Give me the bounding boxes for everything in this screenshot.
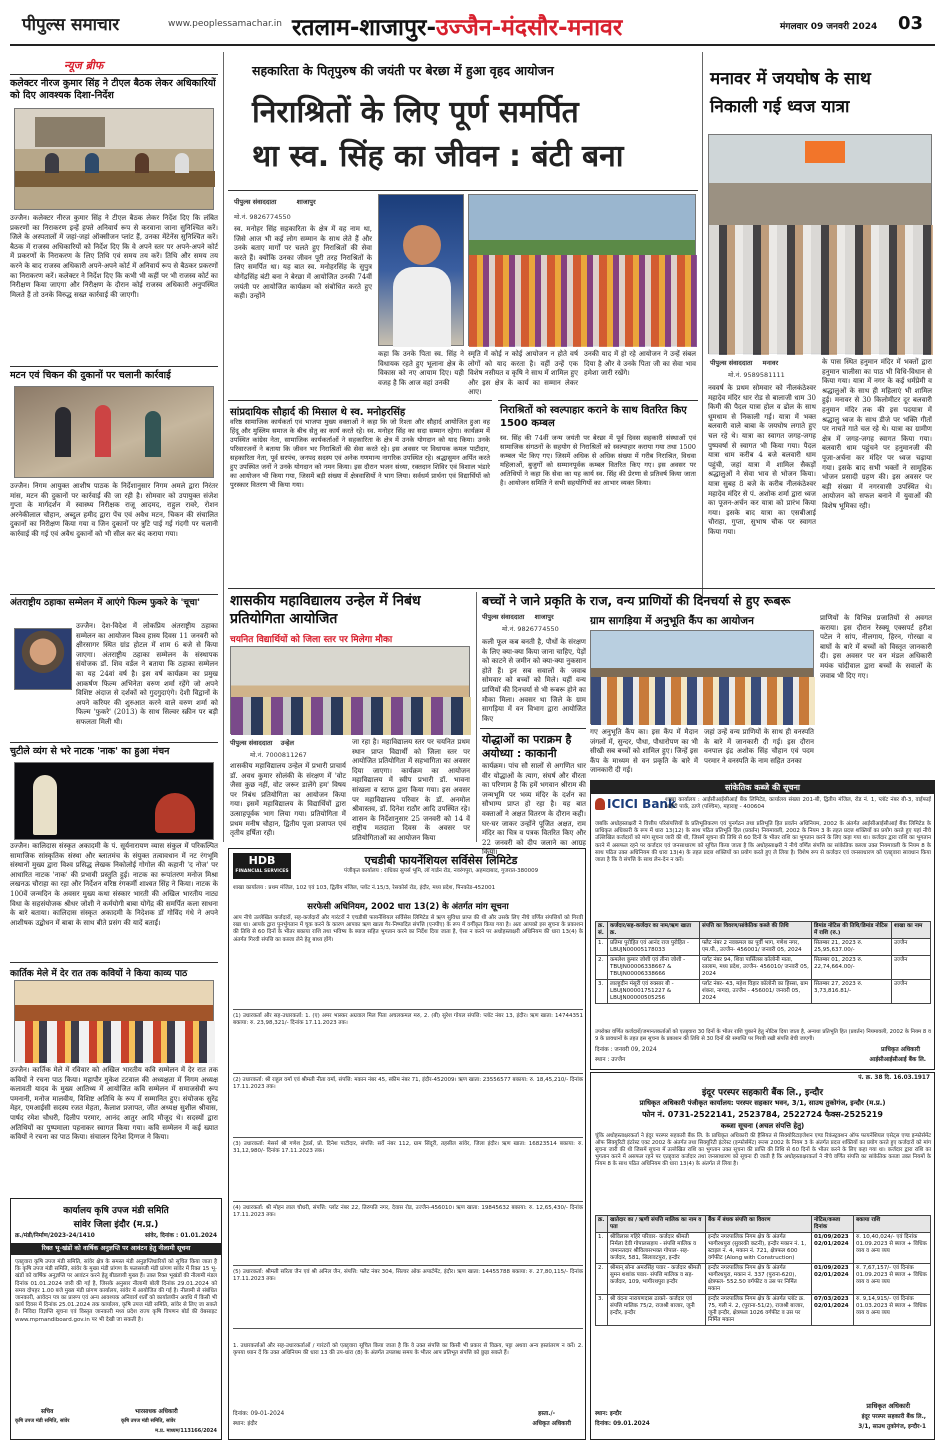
college-mobile: मो.नं. 7000811267 — [250, 751, 307, 759]
mandi-code: म.प्र. माध्यम/113166/2024 — [155, 1428, 217, 1434]
kids-camp-photo — [590, 630, 814, 724]
table-row: 3. लाल्हुदीन मंसूरी एवं रुक्सार बी - LBUJN00001751227 & LBUJN00000505256 प्लॉट नंबर- 43, महेश विहार कॉलोनी का हिस्सा, ग्राम शंकरा, नागदा, उज्जैन - 456001/ जनवरी 05, 2024 सितम्बर 27, 2023 रु. 3,73,816.81/- उज्जैन — [596, 980, 931, 1004]
college-story — [228, 590, 472, 845]
lead-byline: पीपुल्स संवाददाता शाजापुर — [234, 198, 316, 206]
blankets-headline: निराश्रितों को स्वल्पाहार कराने के साथ वितरित किए 1500 कम्बल — [500, 405, 687, 429]
icici-date: दिनांक : जनवरी 09, 2024 — [595, 1047, 657, 1053]
brief-2-headline: मटन एवं चिकन की दुकानों पर चलानी कार्रवाई — [10, 370, 171, 381]
manawar-headline-2: निकाली गई ध्वज यात्रा — [710, 97, 850, 117]
table-row: 2. श्रीमान् सोना अमरसिंह पवार - कर्जदार श्रीमती सुमन शशांक पवार- संपत्ति मालिक व सह-कर्जदार, 109, भागीरथपुरा इन्दौर इन्दौर नगरपालिक निगम क्षेत्र के अंतर्गत भागीरथपुरा, मकान नं. 337 (पुराना-620), क्षेत्रफल- 552.50 वर्गफीट व उस पर निर्मित मकान 01/09/2023 02/01/2024 रु. 7,67,157/- एवं दिनांक 01.09.2023 से ब्याज + विधिक व्यय व अन्य व्यय — [596, 1264, 931, 1295]
page-number: 03 — [898, 13, 924, 34]
title-black: रतलाम-शाजापुर- — [292, 15, 437, 41]
icici-logo-icon — [595, 798, 605, 810]
manawar-col2: के पास स्थित हनुमान मंदिर में भक्तों द्वारा हनुमान चालीसा का पाठ भी विधि-विधान से किया गया। यात्रा में नगर के कई धर्मप्रेमी व श्रद्धालुओं के साथ ही महिलाएं भी शामिल हुई। मनावर से 30 किलोमीटर दूर बलवारी हनुमान मंदिर तक की इस पदयात्रा में श्रद्धालु ध्वज के साथ डीजे पर भक्ति गीतों पर नाचते गाते चल रहे थे। यात्रा का ग्रामीण क्षेत्र में जगह-जगह स्वागत किया गया। बलवारी धाम पहुंचने पर हनुमानजी की पूजा-अर्चना कर मंदिर पर ध्वज चढ़ाया गया। इसके बाद सभी भक्तों ने सामूहिक भोजन प्रसादी ग्रहण की। इस अवसर पर बड़ी संख्या में नगरवासी उपस्थित थे। आयोजन को सफल बनाने में युवाओं की विशेष भूमिका रही। — [822, 358, 932, 510]
hdb-logo: HDB FINANCIAL SERVICES — [233, 853, 291, 879]
kids-mobile: मो.नं. 9826774550 — [502, 625, 559, 633]
manawar-story — [706, 52, 935, 597]
hdb-title: एचडीबी फायनेंशियल सर्विसेस लिमिटेड — [364, 854, 518, 867]
temple-headline-1: योद्धाओं का पराक्रम है — [482, 733, 572, 746]
brief-5-headline: कार्तिक मेले में देर रात तक कवियों ने किया काव्य पाठ — [10, 969, 188, 979]
brief-label: न्यूज ब्रीफ — [64, 59, 104, 72]
temple-headline-2: अयोध्या : काकानी — [482, 747, 557, 760]
table-row: 2. कमलेश कुमार जोशी एवं तीना जोशी - TBUJN00006338667 & TBUJN00006338666 प्लॉट नंबर 94, शिवा पार्सिलस कॉलोनी माता, रतलाम, मध्य प्रदेश, उज्जैन- 456010/ जनवरी 05, 2024 सितम्बर 01, 2023 रु. 22,74,664.00/- उज्जैन — [596, 956, 931, 980]
coop-bank-name: इंदूर परस्पर सहकारी बैंक लि., इन्दौर — [701, 1088, 824, 1098]
table-row: 1. श्रीविलास गहिरे परिवार- कर्जदार श्रीमती निर्मला देवी गोपालसहाय - संपत्ति मालिक व जमानतदार श्रीविलासभक्त गोपाल- सह-कर्जदार, 581, सिलावटपुरा, इन्दौर इन्दौर नगरपालिक निगम क्षेत्र के अंतर्गत भागीरथपुरा (सुवरकी कटनी), इन्दौर मकान नं. 1, स्टाइल नं. 4, मकान नं. 721, क्षेत्रफल 600 वर्गफीट (Along with Construction) 01/09/2023 02/01/2024 रु. 10,40,024/- एवं दिनांक 01.09.2023 से ब्याज + विधिक व्यय व अन्य व्यय — [596, 1233, 931, 1264]
page-section-title — [292, 10, 622, 42]
coop-sign-1: प्राधिकृत अधिकारी — [866, 1402, 910, 1410]
mandi-text: एतद्द्वारा कृषि उपज मंडी समिति, सांवेर क्षेत्र के समस्त मंडी अनुज्ञप्तिधारियों को सूचित किया जाता है कि कृषि उपज मंडी समिति, सांवेर के मुख्य मंडी प्रांगण के फलसब्जी मंडी प्रांगण सांवेर में रिक्त 15 भू-खंडों को वार्षिक अनुज्ञप्ति पर आवंटन करने हेतु बीडलायी मुख्य हैं। उक्त रिक्त भूखंडों की नीलामी मंडल दिनांक 01.01.2024 जारी की गई है, जिसके अनुसार नीलामी बोली दिनांक 29.01.2024 को समय दोपहर 1.00 बजे मुख्य मंडी प्रांगण कार्यालय, सांवेर में आयोजित की गई है। नीलामी से संबंधित जानकारी, आवेदन पत्र का प्रारूप एवं अन्य आवश्यक अनिवार्य शर्तों को कार्यालयीन अवधि में किसी भी कार्य दिवस में दिनांक 25.01.2024 तक कार्यालय, कृषि उपज मंडी समिति, सांवेर से लिए जा सकते हैं। निविदा विज्ञप्ति सूचना एवं विस्तृत जानकारी मध्य प्रदेश राज्य कृषि विपणन बोर्ड की वेबसाइट www.mpmandiboard.gov.in पर भी देखी जा सकती है। — [15, 1259, 217, 1323]
brief-3-headline: अंतराष्ट्रीय ठहाका सम्मेलन में आएंगे फिल्म फुकरे के 'चूचा' — [10, 598, 200, 608]
brief-4-text: उज्जैन। कालिदास संस्कृत अकादमी के पं. सूर्यनारायण व्यास संकुल में परिकल्पित सामाजिक सांस्कृतिक संस्था और ब्लातमंच के संयुक्त तत्वावधान में नट रंगभूमि संस्थानों मुख्य द्वारा विश्व प्रसिद्ध लेखक निकोलोई गोगोल की कहानी 'द नोज' पर आधारित नाटक 'नाक' की प्रभावी प्रस्तुति हुई। नाटक का रूपांतरण मनोज मिश्रा लखनऊ चौराहा का रहा और निर्देशन वरिष्ठ रंगकर्मी शाश्वत सिंह ने किया। नाटक के 100वें जन्मदिन के अवसर मुख्य कथा संस्कार भारती की अखिल भारतीय नाट्य विधा के सहसंयोजक श्रीधर जोशी ने कर्मयोगी बाबा योगेंद्र की समर्पित कला साधना के बारे बताया। कालिदास संस्कृत अकादमी के निदेशक डॉ गोविंद गंधे ने अपने आशीषक उद्बोधन में बाबा के साथ बीते प्रसंग की यादें बताईं। — [10, 842, 218, 927]
poetry-event-photo — [14, 980, 214, 1062]
sub-story-blankets — [498, 400, 698, 585]
icici-table: क्र. सं. कर्जदार/सह-कर्जदार का नाम/ऋण खाता क्र. संपत्ति का विवरण/सांकेतिक कब्जे की तिथि डिमांड नोटिस की तिथि/डिमांड नोटिस में राशि (रु.) शाखा का नाम 1. प्रतिमा पुरोहित एवं आनंद राज पुरोहित - LBUJN00005178033 फ्लैट नंबर 2 नवकमल का पूर्वी भाग, गणेश नगर, एम.पी., उज्जैन- 456001/ जनवरी 05, 2024 सितम्बर 21, 2023 रु. 25,95,637.00/- उज्जैन 2. कमलेश कुमार जोशी एवं तीना जोशी - TBUJN00006338667 & TBUJN00006338666 प्लॉट नंबर 94, शिवा पार्सिलस कॉलोनी माता, रतलाम, मध्य प्रदेश, उज्जैन- 456010/ जनवरी 05, 2024 सितम्बर 01, 2023 रु. 22,74,664.00/- उज्जैन 3. लाल्हुदीन मंसूरी एवं रुक्सार बी - LBUJN00001751227 & LBUJN00000505256 प्लॉट नंबर- 43, महेश विहार कॉलोनी का हिस्सा, ग्राम शंकरा, नागदा, उज्जैन - 456001/ जनवरी 05, 2024 सितम्बर 27, 2023 रु. 3,73,816.81/- उज्जैन — [595, 921, 931, 1004]
poetry-story — [10, 962, 222, 1192]
coop-table: क्र. खातेदार का / ऋणी संपत्ति मालिक का नाम व पता बैंक में बंधक संपत्ति का विवरण नोटिस/कब्जा दिनांक बकाया राशि 1. श्रीविलास गहिरे परिवार- कर्जदार श्रीमती निर्मला देवी गोपालसहाय - संपत्ति मालिक व जमानतदार श्रीविलासभक्त गोपाल- सह-कर्जदार, 581, सिलावटपुरा, इन्दौर इन्दौर नगरपालिक निगम क्षेत्र के अंतर्गत भागीरथपुरा (सुवरकी कटनी), इन्दौर मकान नं. 1, स्टाइल नं. 4, मकान नं. 721, क्षेत्रफल 600 वर्गफीट (Along with Construction) 01/09/2023 02/01/2024 रु. 10,40,024/- एवं दिनांक 01.09.2023 से ब्याज + विधिक व्यय व अन्य व्यय 2. श्रीमान् सोना अमरसिंह पवार - कर्जदार श्रीमती सुमन शशांक पवार- संपत्ति मालिक व सह-कर्जदार, 109, भागीरथपुरा इन्दौर इन्दौर नगरपालिक निगम क्षेत्र के अंतर्गत भागीरथपुरा, मकान नं. 337 (पुराना-620), क्षेत्रफल- 552.50 वर्गफीट व उस पर निर्मित मकान 01/09/2023 02/01/2024 रु. 7,67,157/- एवं दिनांक 01.09.2023 से ब्याज + विधिक व्यय व अन्य व्यय 3. श्री वंदना नारायणदास ठाकरे- कर्जदार एवं संपत्ति मालिक 75/2, राजश्री बाजार, जूनी इन्दौर, इन्दौर इन्दौर नगरपालिक निगम क्षेत्र के अंतर्गत प्लॉट क्र. 75, गली नं. 2, (पुराना-51/2), राजश्री बाजार, जूनी इन्दौर, क्षेत्रफल 1026 वर्गफीट व उस पर निर्मित मकान 07/03/2023 02/01/2024 रु. 9,14,915/- एवं दिनांक 01.03.2023 से ब्याज + विधिक व्यय व अन्य व्यय — [595, 1215, 931, 1326]
meeting-photo — [14, 108, 214, 210]
kids-headline: बच्चों ने जाने प्रकृति के राज, वन्य प्राणियों की दिनचर्या से हुए रूबरू — [482, 593, 791, 608]
coop-sign-2: इंदूर परस्पर सहकारी बैंक लि., — [861, 1414, 926, 1420]
mandi-title-2: सांवेर जिला इंदौर (म.प्र.) — [73, 1220, 159, 1230]
icici-logo: ICICI Bank — [595, 797, 676, 811]
lead-mobile: मो.नं. 9826774550 — [234, 213, 291, 221]
news-brief-column — [10, 52, 218, 842]
hdb-sign-2: अधिकृत अधिकारी — [532, 1421, 571, 1427]
essay-competition-photo — [230, 646, 470, 734]
coop-date: दिनांक: 09.01.2024 — [595, 1421, 650, 1427]
sub-story-harmony — [228, 400, 492, 585]
icici-office: शाखा कार्यालय : आईसीआईसीआई बैंक लिमिटेड, कार्यालय संख्या 201-बी, द्वितीय मंजिल, रोड नं. 1, प्लॉट नंबर बी-3, वाईफाई आईटी पार्क, ठाणे (पश्चिम), महाराष्ट्र - 400604 — [665, 797, 931, 810]
table-row: 3. श्री वंदना नारायणदास ठाकरे- कर्जदार एवं संपत्ति मालिक 75/2, राजश्री बाजार, जूनी इन्दौर, इन्दौर इन्दौर नगरपालिक निगम क्षेत्र के अंतर्गत प्लॉट क्र. 75, गली नं. 2, (पुराना-51/2), राजश्री बाजार, जूनी इन्दौर, क्षेत्रफल 1026 वर्गफीट व उस पर निर्मित मकान 07/03/2023 02/01/2024 रु. 9,14,915/- एवं दिनांक 01.03.2023 से ब्याज + विधिक व्यय व अन्य व्यय — [596, 1295, 931, 1326]
icici-sign: प्राधिकृत अधिकारी — [881, 1047, 920, 1053]
drama-stage-photo — [14, 762, 214, 840]
icici-text: जबकि अधोहस्ताक्षरी ने वित्तीय परिसंपत्तियों के प्रतिभूतिकरण एवं पुनर्गठन तथा प्रतिभूति हित प्रवर्तन अधिनियम, 2002 के अंतर्गत आईसीआईसीआई बैंक लिमिटेड के प्राधिकृत अधिकारी के रूप में धारा 13(12) के साथ पठित प्रतिभूति हित (प्रवर्तन) नियमावली, 2002 के नियम 3 के तहत प्रदत्त शक्तियों का प्रयोग करते हुए यहां नीचे उल्लिखित कर्जदारों को मांग सूचना जारी की थी, जिसमें सूचना की तिथि से 60 दिनों के भीतर राशि का भुगतान करने के लिए कहा गया था। कर्जदार द्वारा राशि का भुगतान करने में असफल रहने पर कर्जदार एवं जनसाधारण को सूचित किया जाता है कि अधोहस्ताक्षरी ने नीचे वर्णित संपत्ति का सांकेतिक कब्जा उक्त नियमावली के नियम 8 के साथ पठित उक्त अधिनियम की धारा 13(4) के तहत प्रदत्त शक्तियों का प्रयोग करते हुए ले लिया है। विशेष रूप से कर्जदार एवं जनसाधारण को एतद्द्वारा सावधान किया जाता है कि वे संपत्ति के साथ लेन-देन न करें। — [595, 821, 931, 864]
procession-photo — [708, 134, 932, 354]
lead-col4: उनकी याद में हो रहे आयोजन ने उन्हें संबल दिया है और वे उनके पिता जी का सेवा भाव हमेशा जारी रखेंगे। — [584, 350, 696, 378]
brief-1-text: उज्जैन। कलेक्टर नीरज कुमार सिंह ने टीएल बैठक लेकर निर्देश दिए कि लंबित प्रकरणों का निराकरण इन्हें हफ्ते अनिवार्य रूप से करवाना जाना सुनिश्चित करें। जिले के अस्पतालों में जहां-जहां ऑक्सीजन प्लांट हैं, उनका मेंटेनेंस सुनिश्चित करें। बैठक में राजस्व अधिकारियों को निर्देश दिए कि वे अपने स्तर पर अपने-अपने कोर्ट में प्रकरणों के निराकरण के लिए तिथि एवं समय तय करें। तिथि और समय तय करने के बाद राजस्व अधिकारी अपने-अपने कोर्ट में अनिवार्य रूप से बैठकर प्रकरणों का निराकरण करें। कलेक्टर ने निर्देश दिए कि कभी भी कहीं पर भी राजस्व कोर्ट का निरीक्षण किया जाएगा और निरीक्षण के दौरान कोई राजस्व अधिकारी अनुपस्थित मिलते हैं तो उनके विरुद्ध सख्त कार्रवाई की जाएगी। — [10, 214, 218, 299]
list-item: (1) उधारकर्ता और सह-उधारकर्ता: 1. (ए) अमर भास्कर अग्रवाल मिल पिता अचलकमल मरु, 2. (बी) सुरेश गोयल संपत्ति: प्लॉट नंबर 13, इंदौर। ऋण खाता: 14744351 बकाया: रु. 23,98,321/- दिनांक 17.11.2023 तक। — [233, 1009, 583, 1073]
crowd-photo — [468, 194, 696, 346]
list-item: (5) उधारकर्ता: श्रीमती सरिता जैन एवं श्री अनिल जैन, संपत्ति: फ्लैट नंबर 304, सिल्वर ओक अपार्टमेंट, इंदौर। ऋण खाता: 14455788 बकाया: रु. 27,80,115/- दिनांक 17.11.2023 तक। — [233, 1265, 583, 1329]
temple-text: कार्यक्रम। पांच सौ सालों से अगणित धार वीर योद्धाओं के त्याग, संघर्ष और वीरता का परिणाम है कि हमें भगवान श्रीराम की जन्मभूमि पर भव्य मंदिर के दर्शन का सौभाग्य प्राप्त हो रहा है। यह बात वक्ताओं ने अक्षत वितरण के दौरान कही। घर-घर जाकर उन्होंने पूजित अक्षत, राम मंदिर का चित्र व पत्रक वितरित किए और 22 जनवरी को दीप जलाने का आग्रह किया। — [482, 762, 586, 857]
college-col1: शासकीय महाविद्यालय उन्हेल में प्रभारी प्राचार्य डॉ. अवध कुमार सोलंकी के संरक्षण में 'वोट जैसा कुछ नहीं, वोट जरूर डालेंगे हम' विषय पर निबंध प्रतियोगिता का आयोजन किया गया। इसमें महाविद्यालय के विद्यार्थियों द्वारा उत्साहपूर्वक भाग लिया गया। प्रतियोगिता में प्रथम मनीष चौहान, द्वितीय पूजा प्रजापत एवं तृतीय हर्षिता रही। — [230, 762, 346, 838]
coop-sub: कब्जा सूचना (अचल संपत्ति हेतु) — [720, 1122, 805, 1130]
hdb-reg: पंजीकृत कार्यालय : राधिका सुपर्स भूमि, लॉ गार्डन रोड, नवरंगपुरा, अहमदाबाद, गुजरात-380009 — [343, 868, 539, 874]
icici-title: सांकेतिक कब्जे की सूचना — [591, 781, 934, 794]
college-headline: शासकीय महाविद्यालय उन्हेल में निबंध प्रतियोगिता आयोजित — [230, 593, 421, 627]
icici-footer: उपरोक्त वर्णित कर्जदारों/जमानतकर्ताओं को एतद्द्वारा 30 दिनों के भीतर राशि चुकाने हेतु नोटिस दिया जाता है, अन्यथा प्रतिभूति हित (प्रवर्तन) नियमावली, 2002 के नियम 8 व 9 के प्रावधानों के तहत इस सूचना के प्रकाशन की तिथि से 30 दिनों की समाप्ति पर गिरवी रखी संपत्ति बेची जाएगी। — [595, 1029, 931, 1042]
brief-5-text: उज्जैन। कार्तिक मेले में रविवार को अखिल भारतीय कवि सम्मेलन में देर रात तक कवियों ने रचना पाठ किया। महापौर मुकेश टटवाल की अध्यक्षता में निगम अध्यक्ष कलावती यादव के मुख्य आतिथ्य में आयोजित कवि सम्मेलन में समाजसेवी रूप पमनानी, मनोज मालवीय, विशिष्ट अतिथि के रूप में सम्मानित हुए। संयोजक सुरेंद्र मेहर, एमआईसी सदस्य रजत मेहता, कैलाश प्रजापत, जीत अध्यक्ष सुशील श्रीवास, पार्षद रमेश चौधरी, दिलीप परमार, आनंद आतुर आदि मौजूद थे। सदस्यों द्वारा अतिथियों का पुष्पमाला पहनाकर स्वागत किया गया। कवि सम्मेलन में कई ख्यात कवियों ने रचना का पाठ किया। संचालन दिनेश दिग्गज ने किया। — [10, 1066, 218, 1142]
harmony-text: वरिष्ठ सामाजिक कार्यकर्ता एवं भाजपा मुख्य वक्ताओं ने कहा कि जो रिश्ता और सौहार्द आयोजित हुआ वह हिंदू और मुस्लिम समाज के बीच सेतु का कार्य करते रहे। स्व. मनोहर सिंह का सदा सम्मान रहेगा। कार्यक्रम में उपस्थित कांग्रेस नेता, सामाजिक कार्यकर्ताओं ने सहकारिता के क्षेत्र में उनके योगदान को याद किया। उनके परिवारजनों ने बताया कि जीवन भर निराश्रितों की सेवा करते रहे। इस अवसर पर विधायक कमल पाटीदार, सहकारिता नेता, पूर्व सरपंच, जनपद सदस्य एवं अनेक गणमान्य नागरिक उपस्थित रहे। श्रद्धासुमन अर्पित करते हुए उपस्थित जनों ने उनके योगदान को नमन किया। इस दौरान भजन संध्या, रक्तदान शिविर एवं विशाल भंडारे का आयोजन भी किया गया, जिसमें बड़ी संख्या में क्षेत्रवासियों ने भाग लिया। सर्वधर्म प्रार्थना एवं विद्यार्थियों को पुरस्कार वितरण भी किया गया। — [230, 418, 490, 489]
hdb-branch: शाखा कार्यालय : प्रथम मंजिल, 102 एवं 103, द्वितीय मंजिल, प्लॉट नं.15/3, रेसकोर्स रोड, इंदौर, मध्य प्रदेश, पिनकोड-452001 — [233, 885, 496, 891]
hdb-act: सरफेसी अधिनियम, 2002 धारा 13(2) के अंतर्गत मांग सूचना — [307, 902, 509, 912]
mandi-sign-1b: कृषि उपज मंडी समिति, सांवेर — [15, 1418, 70, 1424]
hdb-text: आप नीचे उल्लेखित कर्जदारों, सह-कर्जदारों और गारंटरों ने एचडीबी फायनेंशियल सर्विसेस लिमिटेड से ऋण सुविधा प्राप्त की थी और उसके लिए नीचे वर्णित संपत्तियों को गिरवी रखा था। आपके द्वारा पुनर्भुगतान में चूक करने के कारण आपका ऋण खाता गैर-निष्पादित संपत्ति (एनपीए) के रूप में वर्गीकृत किया गया है। अतः आपको इस सूचना के प्रकाशन की तिथि से 60 दिनों के भीतर बकाया राशि तथा भविष्य के ब्याज सहित भुगतान करने का निर्देश दिया जाता है, ऐसा न करने पर अधोहस्ताक्षरी अधिनियम की धारा 13(4) के अंतर्गत गिरवी संपत्ति का कब्जा लेने हेतु बाध्य होंगे। — [233, 915, 583, 943]
coop-reg: पं. क्र. 38 दि. 16.03.1917 — [858, 1075, 930, 1081]
brief-4-headline: चुटीले व्यंग से भरे नाटक 'नाक' का हुआ मंचन — [10, 746, 170, 757]
masthead — [0, 0, 945, 50]
lead-headline-1: निराश्रितों के लिए पूर्ण समर्पित — [252, 95, 579, 130]
website[interactable]: www.peoplessamachar.in — [168, 19, 282, 29]
harmony-headline: सांप्रदायिक सौहार्द की मिसाल थे स्व. मनोहरसिंह — [230, 407, 406, 418]
brief-2-text: उज्जैन। निगम आयुक्त आशीष पाठक के निर्देशानुसार निगम अमले द्वारा निरंतर मांस, मटन की दुकानों पर कार्रवाई की जा रही है। सोमवार को उपायुक्त संजेश गुप्ता के मार्गदर्शन में स्वास्थ्य निरीक्षक राजू आदमद, राहुल रावरे, रोशन अरनेकीलाल चौहान, अब्दुल हमीद द्वारा पेंच एवं अवैध मटन, चिकन की संचालित दुकानों का निरीक्षण किया गया व जिन दुकानों पर त्रुटि पाई गई गंदगी पर चलानी कार्रवाई की गई एवं अवैध दुकानों को भी सील कर बंद कराया गया। — [10, 482, 218, 538]
paper-logo: पीपुल्स समाचार — [22, 15, 120, 35]
manawar-headline-1: मनावर में जयघोष के साथ — [710, 69, 871, 89]
hdb-date: दिनांक: 09-01-2024 — [233, 1411, 285, 1417]
brief-3-text: उज्जैन। देश-विदेश में लोकप्रिय अंतराष्ट्रीय ठहाका सम्मेलन का आयोजन विश्व हास्य दिवस 11 जनवरी को क्षीरसागर स्थित ग्रांड होटल में शाम 6 बजे से किया जाएगा। अंतराष्ट्रीय ठहाका सम्मेलन के संस्थापक संयोजक डॉ. शिव वर्डल ने बताया कि ठहाका सम्मेलन का यह 24वां वर्ष है। इस वर्ष कार्यक्रम का प्रमुख आकर्षण फिल्म अभिनेता वरुण शर्मा रहेंगे जो अपने विशिष्ट अंदाज से दर्शकों को गुदगुदाएंगे। देशी विद्वानों के अपने करियर की शुरुआत करने वाले वरुण शर्मा को फिल्म 'फुकरे' (2013) के साथ सिल्वर स्क्रीन पर बड़ी सफलता मिली थी। — [76, 622, 218, 726]
college-byline: पीपुल्स संवाददाता उन्हेल — [230, 739, 295, 747]
mutton-shop-photo — [14, 386, 214, 478]
kids-deck: ग्राम सागड़िया में अनुभूति कैंप का आयोजन — [590, 615, 754, 627]
brief-1-headline: कलेक्टर नीरज कुमार सिंह ने टीएल बैठक लेकर अधिकारियों को दिए आवश्यक दिशा-निर्देश — [10, 78, 216, 101]
mandi-notice-title: रिक्त भू-खंडों को वार्षिक अनुज्ञप्ति पर आवंटन हेतु नीलामी सूचना — [11, 1243, 221, 1255]
hdb-notice — [228, 848, 586, 1440]
manawar-byline: पीपुल्स संवाददाता मनावर — [710, 359, 779, 367]
mandi-title-1: कार्यालय कृषि उपज मंडी समिति — [63, 1206, 169, 1216]
list-item: (3) उधारकर्ता: मेसर्स श्री गणेश ट्रेडर्स, प्रो. दिनेश पाटीदार, संपत्ति: सर्वे नंबर 112, ग्राम सिंदूरी, तहसील सांवेर, जिला इंदौर। ऋण खाता: 16823514 बकाया: रु. 31,12,980/- दिनांक 17.11.2023 तक। — [233, 1137, 583, 1201]
kids-col2: गए अनुभूति कैंप का। इस कैंप में मैदान जंगलों में, सुन्दर, पौधा, पौधारोपण का भी सीखी सब बच्चों को शामिल हुए। जिन्हें इस कैंप के माध्यम से वन प्रकृति के बारे में जानकारी दी गई। — [590, 728, 698, 775]
mandi-date: सांवेर, दिनांक : 01.01.2024 — [144, 1233, 217, 1239]
mandi-ref: क्र./मंडी/निर्माण/2023-24/1410 — [15, 1233, 95, 1239]
lead-col3: स्मृति में कोई न कोई आयोजन न होते वर्ष लोगों को याद करता है। वहीं उन्हें एक विशेष नसीयत व कृषि ने साथ में शामिल हुए और इस क्षेत्र के कार्य का सम्मान लेकर आए। — [468, 350, 578, 397]
hdb-place: स्थान: इंदौर — [233, 1421, 258, 1427]
speaker-photo — [378, 194, 464, 346]
manawar-col1: नववर्ष के प्रथम सोमवार को नीलकंठेश्वर महादेव मंदिर धार रोड से बालाजी धाम 30 किमी की पैदल यात्रा होल व ढोल के साथ धूमधाम से निकाली गई। यात्रा में भक्त बलवारी वाले बाबा के जयघोष लगाते हुए चल रहे थे। यात्रा का स्वागत जगह-जगह पुष्पवर्षा से स्वागत भी किया गया। पैदल यात्रा धाम करीब 4 बजे बलवारी धाम पहुंची, जहां यात्रा में शामिल सैकड़ों श्रद्धालुओं ने सेवा भाव से भोजन किया। यात्रा सुबह 8 बजे के करीब नीलकंठेश्वर महादेव मंदिर से पं. अशोक शर्मा द्वारा ध्वज का पूजन-अर्चन कर यात्रा को प्रारंभ किया गया। इसके बाद यात्रा का एसबीआई चौराहा, गुप्ता, सुभाष चौक पर स्वागत किया गया। — [708, 384, 816, 536]
coop-text: चूंकि अधोहस्ताक्षरकर्ता ने इंदूर परस्पर सहकारी बैंक लि. के प्राधिकृत अधिकारी की हैसियत से सिक्योरिटाइजेशन एण्ड रिकंस्ट्रक्शन ऑफ फायनेंशियल एसेट्स एण्ड इन्फोर्समेंट ऑफ सिक्यूरिटी इंटरेस्ट एक्ट 2002 के अंतर्गत तथा सिक्यूरिटी इंटरेस्ट (इन्फोर्समेंट) रूल्स 2002 के नियम 3 के अंतर्गत प्रदत्त शक्तियों का प्रयोग करते हुए कर्जदारों को मांग सूचना जारी की थी जिसमें सूचना में उल्लेखित राशि का भुगतान उक्त सूचना की प्राप्ति की तिथि से 60 दिनों के भीतर करने के लिए कहा गया था। कर्जदार द्वारा राशि का भुगतान करने में असफल रहने पर एतद्द्वारा कर्जदार तथा जनसाधारण को सूचना दी जाती है कि अधोहस्ताक्षरकर्ता ने नीचे वर्णित संपत्ति का सांकेतिक कब्जा उक्त नियमों के नियम 8 के साथ पठित अधिनियम की धारा 13(4) के अंतर्गत ले लिया है। — [595, 1133, 931, 1167]
manawar-mobile: मो.नं. 9589581111 — [728, 371, 785, 379]
coop-sign-3: 3/1, साउथ तुकोगंज, इन्दौर-1 — [858, 1424, 926, 1430]
icici-sign-2: आईसीआईसीआई बैंक लि. — [869, 1057, 926, 1063]
coop-address: प्राधिकृत अधिकारी पंजीकृत कार्यालय: परस्पर सहकार भवन, 3/1, साउथ तुकोगंज, इन्दौर (म.प्र.) — [639, 1099, 886, 1107]
list-item: (4) उधारकर्ता: श्री मोहन लाल चौधरी, संपत्ति: प्लॉट नंबर 22, तिरुपति नगर, देवास रोड, उज्जैन-456010। ऋण खाता: 19845632 बकाया: रु. 12,65,430/- दिनांक 17.11.2023 तक। — [233, 1201, 583, 1265]
lead-headline-2: था स्व. सिंह का जीवन : बंटी बना — [252, 139, 624, 174]
kids-col1: कली फूल कब बनती है, पौधों के संरक्षण के लिए क्या-क्या किया जाना चाहिए, पेड़ों को काटने से जमीन को क्या-क्या नुकसान होते हैं। इन सब सवालों के जवाब सोमवार को बच्चों को मिले। यहीं वन्य प्राणियों की दिनचर्या से भी रूबरू होने का मौका मिला। अवसर था जिले के ग्राम सागड़िया में वन विभाग द्वारा आयोजित किए — [482, 638, 586, 723]
kids-col3: जहां उन्हें वन्य प्राणियों के साथ ही वनस्पति के बारे में जानकारी दी गई। इस दौरान वनपाल इंद्र अशोक सिंह चौहान एवं पदम परमार ने वनस्पति के नाम सहित उनका — [704, 728, 814, 765]
lead-kicker: सहकारिता के पितृपुरुष की जयंती पर बेरछा में हुआ वृहद आयोजन — [252, 63, 554, 78]
coop-phone: फोन नं. 0731-2522141, 2523784, 2522724 फैक्स-2525219 — [642, 1110, 883, 1119]
icici-notice — [590, 780, 935, 1070]
lead-story — [228, 52, 698, 397]
list-item: (2) उधारकर्ता: श्री राहुल वर्मा एवं श्रीमती नीता वर्मा, संपत्ति: मकान नंबर 45, स्कीम नंबर 71, इंदौर-452009। ऋण खाता: 23556577 बकाया: रु. 18,45,210/- दिनांक 17.11.2023 तक। — [233, 1073, 583, 1137]
coop-bank-notice — [590, 1072, 935, 1440]
lead-col1: स्व. मनोहर सिंह सहकारिता के क्षेत्र में वह नाम था, जिसे आज भी कई लोग सम्मान के साथ लेते हैं और उनके बताए मार्गों पर चलते हुए निराश्रितों की सेवा करते हैं। क्योंकि उनका जीवन पूरी तरह निराश्रितों के लिए समर्पित था। यह बात स्व. मनोहरसिंह के सुपुत्र योगेंद्रसिंह बंटी बना ने बेरछा में आयोजित उनकी 74वीं जयंती पर आयोजित कार्यक्रम को संबोधित करते हुए कही। उन्होंने — [234, 225, 372, 301]
mandi-sign-2b: कृषि उपज मंडी समिति, सांवेर — [121, 1418, 176, 1424]
college-deck: चयनित विद्यार्थियों को जिला स्तर पर मिलेगा मौका — [230, 635, 393, 645]
mandi-sign-1a: सचिव — [41, 1409, 54, 1415]
hdb-items — [233, 1009, 583, 1339]
mandi-notice — [10, 1198, 222, 1440]
table-row: 1. प्रतिमा पुरोहित एवं आनंद राज पुरोहित - LBUJN00005178033 फ्लैट नंबर 2 नवकमल का पूर्वी भाग, गणेश नगर, एम.पी., उज्जैन- 456001/ जनवरी 05, 2024 सितम्बर 21, 2023 रु. 25,95,637.00/- उज्जैन — [596, 939, 931, 956]
blankets-text: स्व. सिंह की 74वीं जन्म जयंती पर बेरछा में पूर्व दिवस सहकारी संस्थाओं एवं सामाजिक संगठनों के सहयोग से निराश्रितों को स्वल्पाहार कराया गया तथा 1500 कम्बल भेंट किए गए। जिसमें अधिक से अधिक संख्या में गरीब निराश्रित, विधवा महिलाओं, बुजुर्गों को सम्मानपूर्वक कम्बल वितरित किए गए। इस अवसर पर अतिथियों ने कहा कि सेवा का यह कार्य स्व. सिंह की प्रेरणा से प्रतिवर्ष किया जाता है। आयोजन समिति ने सभी सहयोगियों का आभार व्यक्त किया। — [500, 434, 696, 487]
kids-col4: प्राणियों के विभिन्न प्रजातियों से अवगत कराया। इस दौरान रेस्क्यू एक्सपर्ट हरीश पटेल ने सांप, नीलगाय, हिरन, गोरखा व बाघों के बारे में बच्चों को विस्तृत जानकारी दी। इस अवसर पर वन मंडल अधिकारी मयंक चांदीवाल द्वारा बच्चों के सवालों के जवाब भी दिए गए। — [820, 614, 932, 680]
issue-date: मंगलवार 09 जनवरी 2024 — [780, 22, 878, 32]
lead-col2: कहा कि उनके पिता स्व. सिंह ने विधायक रहते हुए भूलाना क्षेत्र के विकास को नए आयाम दिए। यही वजह है कि आज वहां उनकी — [378, 350, 464, 387]
coop-place: स्थान: इन्दौर — [595, 1411, 622, 1417]
kids-byline: पीपुल्स संवाददाता शाजापुर — [482, 613, 554, 621]
hdb-footer: 1. उधारकर्ताओं और सह-उधारकर्ताओं / गारंटरों को एतद्द्वारा सूचित किया जाता है कि वे उक्त संपत्ति का किसी भी प्रकार से विक्रय, पट्टा अथवा अन्य हस्तांतरण न करें। 2. कृपया ध्यान दें कि उक्त अधिनियम की धारा 13 की उप-धारा (8) के अंतर्गत उपलब्ध समय के भीतर आप प्रतिभूत संपत्ति को छुड़ा सकते हैं। — [233, 1343, 583, 1357]
college-col2: जा रहा है। महाविद्यालय स्तर पर चयनित प्रथम स्थान प्राप्त विद्यार्थी को जिला स्तर पर आयोजित प्रतियोगिता में सहभागिता का अवसर दिया जाएगा। कार्यक्रम का आयोजन महाविद्यालय में स्वीप प्रभारी डॉ. भावना सांखला व स्टाफ द्वारा किया गया। इस अवसर पर महाविद्यालय परिवार के डॉ. अनमोल श्रीवास्तव, डॉ. दिनेश राठौर आदि उपस्थित रहे। शासन के निर्देशानुसार 25 जनवरी को 14 वें राष्ट्रीय मतदाता दिवस के अवसर पर प्रतियोगिताओं का आयोजन किया — [352, 738, 470, 842]
hdb-sign: हस्ता./- — [538, 1411, 555, 1417]
mandi-sign-2a: भारसाधक अधिकारी — [135, 1409, 178, 1415]
icici-place: स्थान : उज्जैन — [595, 1057, 626, 1063]
title-red: उज्जैन-मंदसौर-मनावर — [436, 15, 623, 41]
